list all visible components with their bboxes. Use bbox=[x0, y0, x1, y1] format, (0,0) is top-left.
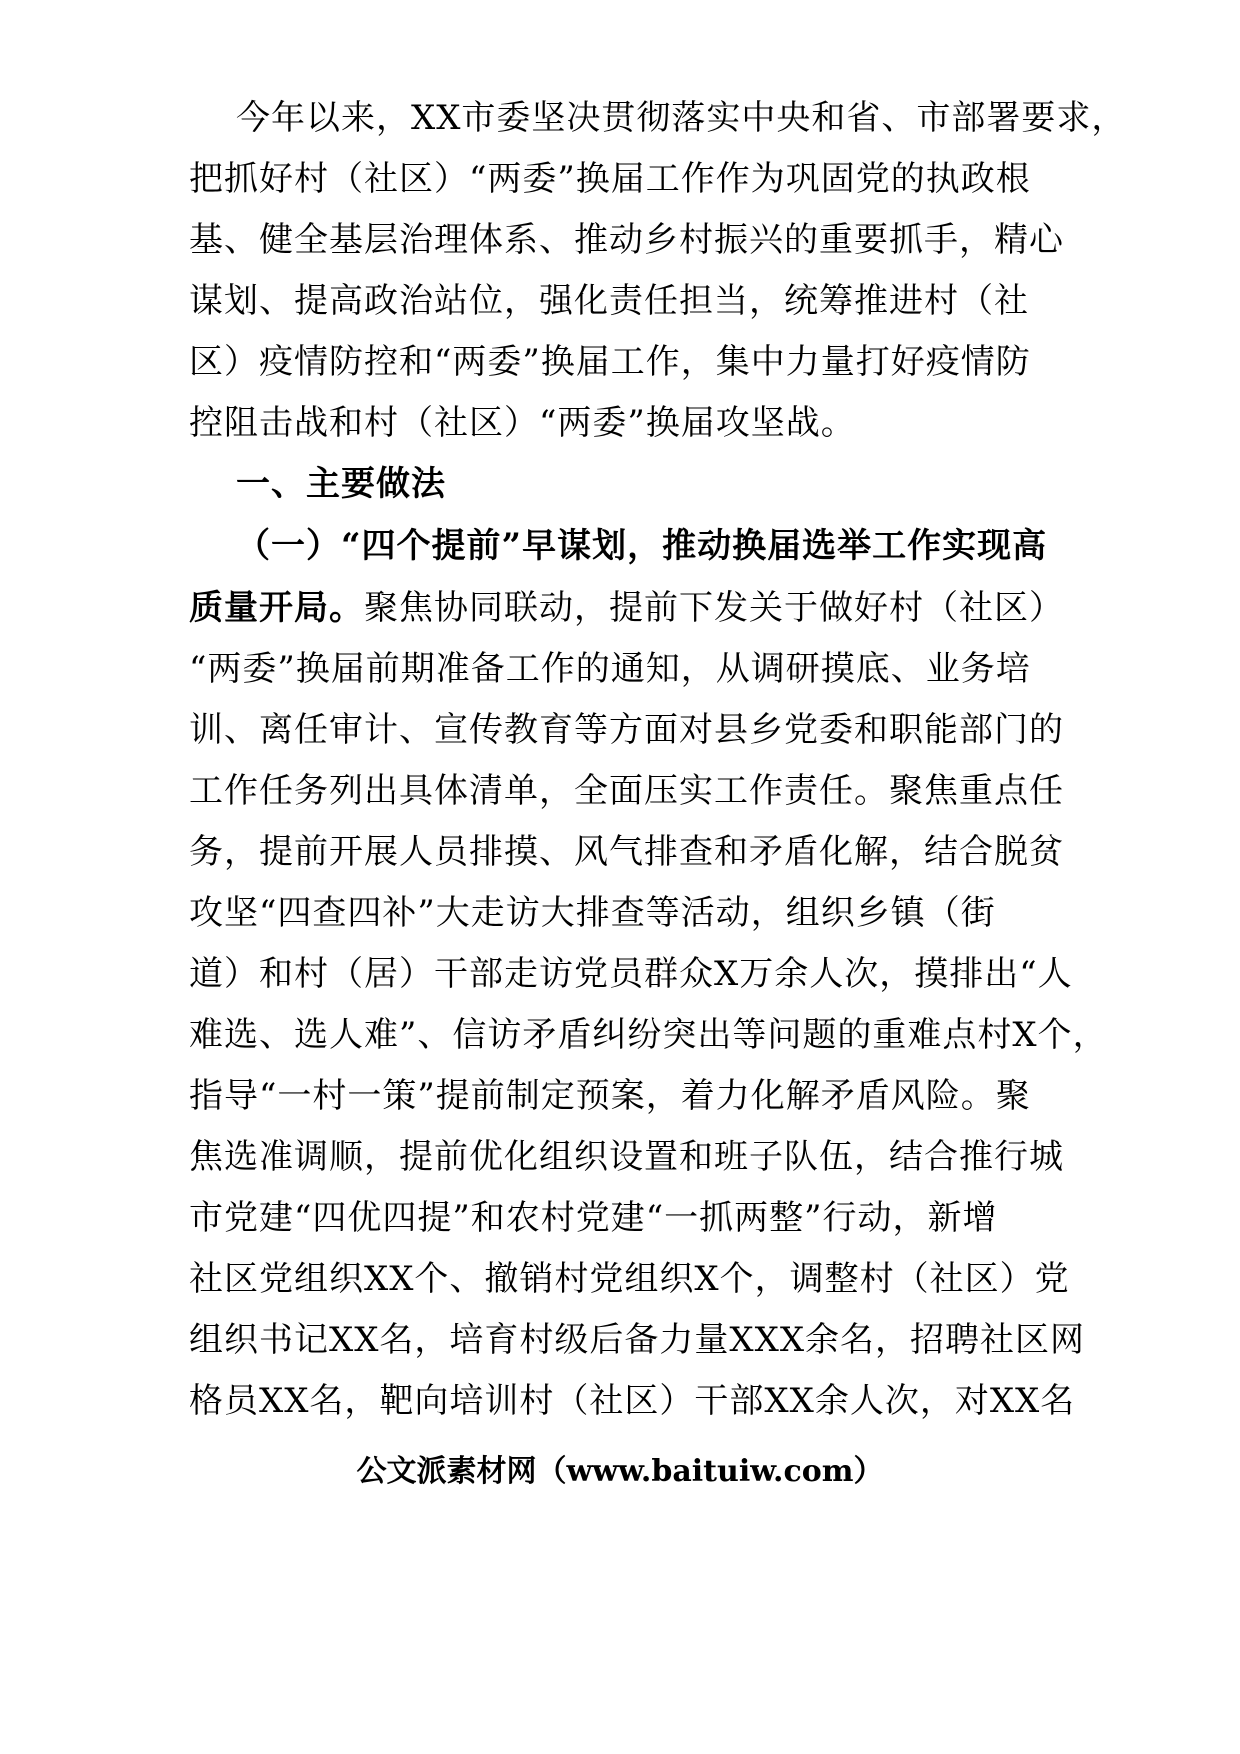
body-line-1 bbox=[189, 588, 1064, 628]
footer-source: 公文派素材网（www.baituiw.com） bbox=[356, 1454, 884, 1489]
body-line-14: 格员XX名，靶向培训村（社区）干部XX余人次，对XX名 bbox=[189, 1381, 1076, 1421]
body-line-6: 攻坚“四查四补”大走访大排查等活动，组织乡镇（街 bbox=[189, 893, 996, 933]
intro-line-4: 谋划、提高政治站位，强化责任担当，统筹推进村（社 bbox=[189, 281, 1029, 321]
body-line-3: 训、离任审计、宣传教育等方面对县乡党委和职能部门的 bbox=[189, 710, 1064, 750]
subheading-line-2: 质量开局。 bbox=[189, 588, 364, 628]
section-heading: 一、主要做法 bbox=[236, 464, 446, 504]
body-line-2: “两委”换届前期准备工作的通知，从调研摸底、业务培 bbox=[189, 649, 1031, 689]
subheading-line-1: （一）“四个提前”早谋划，推动换届选举工作实现高 bbox=[236, 526, 1048, 566]
body-line-1-text: 聚焦协同联动，提前下发关于做好村（社区） bbox=[364, 588, 1064, 628]
body-line-10: 焦选准调顺，提前优化组织设置和班子队伍，结合推行城 bbox=[189, 1137, 1064, 1177]
body-line-5: 务，提前开展人员排摸、风气排查和矛盾化解，结合脱贫 bbox=[189, 832, 1064, 872]
body-line-11: 市党建“四优四提”和农村党建“一抓两整”行动，新增 bbox=[189, 1198, 998, 1238]
body-line-9: 指导“一村一策”提前制定预案，着力化解矛盾风险。聚 bbox=[189, 1076, 1031, 1116]
body-line-13: 组织书记XX名，培育村级后备力量XXX余名，招聘社区网 bbox=[189, 1320, 1086, 1360]
body-line-12: 社区党组织XX个、撤销村党组织X个，调整村（社区）党 bbox=[189, 1259, 1070, 1299]
body-line-4: 工作任务列出具体清单，全面压实工作责任。聚焦重点任 bbox=[189, 771, 1064, 811]
intro-line-3: 基、健全基层治理体系、推动乡村振兴的重要抓手，精心 bbox=[189, 220, 1064, 260]
intro-line-5: 区）疫情防控和“两委”换届工作，集中力量打好疫情防 bbox=[189, 342, 1031, 382]
intro-line-1: 今年以来，XX市委坚决贯彻落实中央和省、市部署要求， bbox=[236, 98, 1127, 138]
intro-line-6: 控阻击战和村（社区）“两委”换届攻坚战。 bbox=[189, 403, 856, 443]
intro-line-2: 把抓好村（社区）“两委”换届工作作为巩固党的执政根 bbox=[189, 159, 1031, 199]
body-line-7: 道）和村（居）干部走访党员群众X万余人次，摸排出“人 bbox=[189, 954, 1073, 994]
body-line-8: 难选、选人难”、信访矛盾纠纷突出等问题的重难点村X个， bbox=[189, 1015, 1108, 1055]
